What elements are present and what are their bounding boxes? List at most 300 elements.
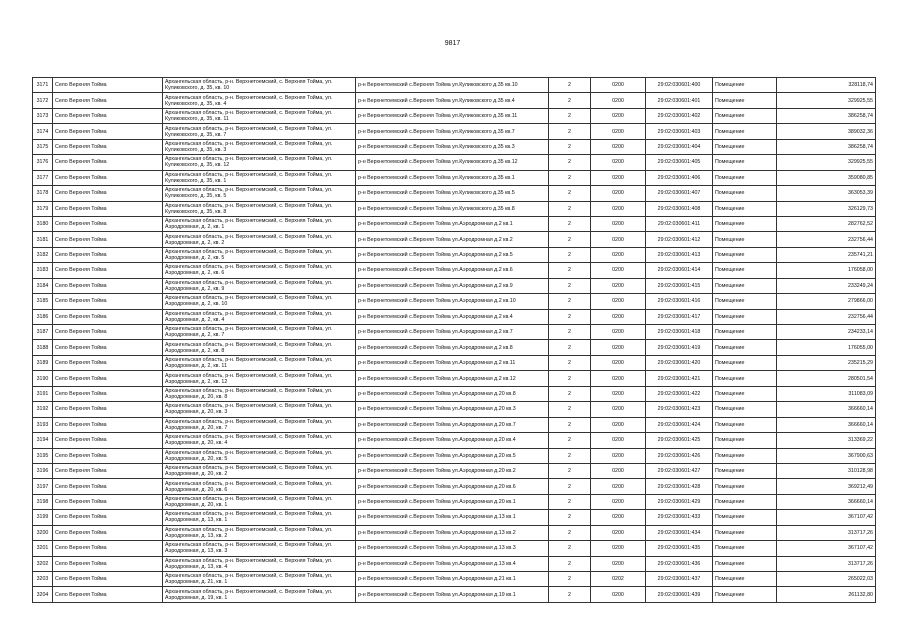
floor-value: 2 xyxy=(549,541,591,556)
short-address: р-н Верхнетоемский с.Верхняя Тойма ул.Аэродромная д.19 кв.1 xyxy=(356,587,549,602)
full-address: Архангельская область, р-н. Верхнетоемский, с. Верхняя Тойма, ул. Аэродромная, д. 2, кв. 4 xyxy=(163,309,356,324)
table-row xyxy=(33,201,876,216)
code-value: 0200 xyxy=(591,93,646,108)
full-address: Архангельская область, р-н. Верхнетоемский, с. Верхняя Тойма, ул. Аэродромная, д. 21, кв. 1 xyxy=(163,572,356,587)
table-row xyxy=(33,170,876,185)
floor-value: 2 xyxy=(549,572,591,587)
code-value: 0200 xyxy=(591,78,646,93)
settlement-name: Село Верхняя Тойма xyxy=(53,541,163,556)
settlement-name: Село Верхняя Тойма xyxy=(53,340,163,355)
floor-value: 2 xyxy=(549,494,591,509)
object-type: Помещение xyxy=(713,216,777,231)
table-row xyxy=(33,124,876,139)
cadastral-value: 235215,29 xyxy=(777,355,876,370)
cadastral-value: 367107,42 xyxy=(777,510,876,525)
settlement-name: Село Верхняя Тойма xyxy=(53,355,163,370)
table-row xyxy=(33,417,876,432)
code-value: 0200 xyxy=(591,325,646,340)
full-address: Архангельская область, р-н. Верхнетоемский, с. Верхняя Тойма, ул. Аэродромная, д. 2, кв. 2 xyxy=(163,232,356,247)
full-address: Архангельская область, р-н. Верхнетоемский, с. Верхняя Тойма, ул. Аэродромная, д. 2, кв. 7 xyxy=(163,325,356,340)
cadastral-number: 29:02:030601:403 xyxy=(646,124,713,139)
cadastral-value: 261132,80 xyxy=(777,587,876,602)
object-type: Помещение xyxy=(713,155,777,170)
page-number: 9817 xyxy=(444,40,461,47)
short-address: р-н Верхнетоемский с.Верхняя Тойма ул.Аэродромная д.13 кв.2 xyxy=(356,525,549,540)
settlement-name: Село Верхняя Тойма xyxy=(53,216,163,231)
cadastral-number: 29:02:030601:424 xyxy=(646,417,713,432)
floor-value: 2 xyxy=(549,278,591,293)
table-row xyxy=(33,355,876,370)
short-address: р-н Верхнетоемский с.Верхняя Тойма ул.Аэродромная д.2 кв.7 xyxy=(356,325,549,340)
table-row xyxy=(33,510,876,525)
floor-value: 2 xyxy=(549,448,591,463)
table-row xyxy=(33,278,876,293)
settlement-name: Село Верхняя Тойма xyxy=(53,463,163,478)
full-address: Архангельская область, р-н. Верхнетоемский, с. Верхняя Тойма, ул. Аэродромная, д. 2, кв. 9 xyxy=(163,278,356,293)
row-number: 3171 xyxy=(33,78,53,93)
short-address: р-н Верхнетоемский с.Верхняя Тойма ул.Аэродромная д.2 кв.12 xyxy=(356,371,549,386)
full-address: Архангельская область, р-н. Верхнетоемский, с. Верхняя Тойма, ул. Аэродромная, д. 20, кв. 4 xyxy=(163,433,356,448)
short-address: р-н Верхнетоемский с.Верхняя Тойма ул.Куликовского д.35 кв.10 xyxy=(356,78,549,93)
settlement-name: Село Верхняя Тойма xyxy=(53,402,163,417)
object-type: Помещение xyxy=(713,587,777,602)
settlement-name: Село Верхняя Тойма xyxy=(53,170,163,185)
short-address: р-н Верхнетоемский с.Верхняя Тойма ул.Аэродромная д.2 кв.6 xyxy=(356,263,549,278)
row-number: 3173 xyxy=(33,108,53,123)
short-address: р-н Верхнетоемский с.Верхняя Тойма ул.Аэродромная д.2 кв.1 xyxy=(356,216,549,231)
cadastral-value: 265022,03 xyxy=(777,572,876,587)
row-number: 3199 xyxy=(33,510,53,525)
code-value: 0200 xyxy=(591,402,646,417)
cadastral-number: 29:02:030601:408 xyxy=(646,201,713,216)
full-address: Архангельская область, р-н. Верхнетоемский, с. Верхняя Тойма, ул. Куликовского, д. 35, кв. 1 xyxy=(163,170,356,185)
full-address: Архангельская область, р-н. Верхнетоемский, с. Верхняя Тойма, ул. Аэродромная, д. 13, кв. 4 xyxy=(163,556,356,571)
full-address: Архангельская область, р-н. Верхнетоемский, с. Верхняя Тойма, ул. Аэродромная, д. 20, кв. 1 xyxy=(163,494,356,509)
code-value: 0200 xyxy=(591,448,646,463)
row-number: 3198 xyxy=(33,494,53,509)
row-number: 3181 xyxy=(33,232,53,247)
cadastral-value: 369212,49 xyxy=(777,479,876,494)
cadastral-value: 232756,44 xyxy=(777,232,876,247)
table-row xyxy=(33,448,876,463)
table-row xyxy=(33,232,876,247)
short-address: р-н Верхнетоемский с.Верхняя Тойма ул.Аэродромная д.2 кв.11 xyxy=(356,355,549,370)
full-address: Архангельская область, р-н. Верхнетоемский, с. Верхняя Тойма, ул. Куликовского, д. 35, кв. 5 xyxy=(163,186,356,201)
floor-value: 2 xyxy=(549,263,591,278)
code-value: 0200 xyxy=(591,355,646,370)
cadastral-number: 29:02:030601:425 xyxy=(646,433,713,448)
table-row xyxy=(33,93,876,108)
cadastral-number: 29:02:030601:412 xyxy=(646,232,713,247)
row-number: 3192 xyxy=(33,402,53,417)
floor-value: 2 xyxy=(549,170,591,185)
table-row xyxy=(33,525,876,540)
row-number: 3196 xyxy=(33,463,53,478)
short-address: р-н Верхнетоемский с.Верхняя Тойма ул.Аэродромная д.20 кв.3 xyxy=(356,402,549,417)
cadastral-number: 29:02:030601:427 xyxy=(646,463,713,478)
short-address: р-н Верхнетоемский с.Верхняя Тойма ул.Аэродромная д.2 кв.2 xyxy=(356,232,549,247)
floor-value: 2 xyxy=(549,417,591,432)
cadastral-number: 29:02:030601:437 xyxy=(646,572,713,587)
cadastral-value: 311083,09 xyxy=(777,386,876,401)
floor-value: 2 xyxy=(549,247,591,262)
settlement-name: Село Верхняя Тойма xyxy=(53,587,163,602)
floor-value: 2 xyxy=(549,463,591,478)
object-type: Помещение xyxy=(713,170,777,185)
floor-value: 2 xyxy=(549,479,591,494)
code-value: 0200 xyxy=(591,463,646,478)
table-row xyxy=(33,402,876,417)
cadastral-value: 359080,85 xyxy=(777,170,876,185)
property-registry-table xyxy=(32,77,876,603)
row-number: 3189 xyxy=(33,355,53,370)
object-type: Помещение xyxy=(713,417,777,432)
settlement-name: Село Верхняя Тойма xyxy=(53,494,163,509)
settlement-name: Село Верхняя Тойма xyxy=(53,124,163,139)
full-address: Архангельская область, р-н. Верхнетоемский, с. Верхняя Тойма, ул. Аэродромная, д. 20, кв. 2 xyxy=(163,463,356,478)
table-row xyxy=(33,433,876,448)
settlement-name: Село Верхняя Тойма xyxy=(53,433,163,448)
settlement-name: Село Верхняя Тойма xyxy=(53,78,163,93)
floor-value: 2 xyxy=(549,556,591,571)
object-type: Помещение xyxy=(713,186,777,201)
code-value: 0200 xyxy=(591,371,646,386)
short-address: р-н Верхнетоемский с.Верхняя Тойма ул.Куликовского д.35 кв.12 xyxy=(356,155,549,170)
settlement-name: Село Верхняя Тойма xyxy=(53,386,163,401)
settlement-name: Село Верхняя Тойма xyxy=(53,572,163,587)
short-address: р-н Верхнетоемский с.Верхняя Тойма ул.Аэродромная д.20 кв.5 xyxy=(356,448,549,463)
short-address: р-н Верхнетоемский с.Верхняя Тойма ул.Аэродромная д.20 кв.1 xyxy=(356,494,549,509)
object-type: Помещение xyxy=(713,247,777,262)
object-type: Помещение xyxy=(713,108,777,123)
table-row xyxy=(33,325,876,340)
code-value: 0200 xyxy=(591,541,646,556)
code-value: 0200 xyxy=(591,186,646,201)
object-type: Помещение xyxy=(713,355,777,370)
cadastral-value: 328118,74 xyxy=(777,78,876,93)
settlement-name: Село Верхняя Тойма xyxy=(53,232,163,247)
cadastral-value: 366660,14 xyxy=(777,417,876,432)
full-address: Архангельская область, р-н. Верхнетоемский, с. Верхняя Тойма, ул. Куликовского, д. 35, кв. 3 xyxy=(163,139,356,154)
row-number: 3193 xyxy=(33,417,53,432)
full-address: Архангельская область, р-н. Верхнетоемский, с. Верхняя Тойма, ул. Аэродромная, д. 20, кв. 3 xyxy=(163,402,356,417)
code-value: 0200 xyxy=(591,139,646,154)
cadastral-value: 386258,74 xyxy=(777,139,876,154)
row-number: 3187 xyxy=(33,325,53,340)
cadastral-number: 29:02:030601:435 xyxy=(646,541,713,556)
full-address: Архангельская область, р-н. Верхнетоемский, с. Верхняя Тойма, ул. Аэродромная, д. 20, кв. 8 xyxy=(163,386,356,401)
short-address: р-н Верхнетоемский с.Верхняя Тойма ул.Аэродромная д.21 кв.1 xyxy=(356,572,549,587)
settlement-name: Село Верхняя Тойма xyxy=(53,510,163,525)
row-number: 3179 xyxy=(33,201,53,216)
table-row xyxy=(33,386,876,401)
table-row xyxy=(33,371,876,386)
full-address: Архангельская область, р-н. Верхнетоемский, с. Верхняя Тойма, ул. Аэродромная, д. 20, кв. 7 xyxy=(163,417,356,432)
table-row xyxy=(33,155,876,170)
object-type: Помещение xyxy=(713,93,777,108)
row-number: 3188 xyxy=(33,340,53,355)
cadastral-number: 29:02:030601:428 xyxy=(646,479,713,494)
object-type: Помещение xyxy=(713,386,777,401)
row-number: 3178 xyxy=(33,186,53,201)
cadastral-number: 29:02:030601:404 xyxy=(646,139,713,154)
cadastral-value: 329925,55 xyxy=(777,155,876,170)
cadastral-number: 29:02:030601:434 xyxy=(646,525,713,540)
table-row xyxy=(33,494,876,509)
cadastral-number: 29:02:030601:414 xyxy=(646,263,713,278)
object-type: Помещение xyxy=(713,232,777,247)
code-value: 0200 xyxy=(591,309,646,324)
row-number: 3180 xyxy=(33,216,53,231)
row-number: 3186 xyxy=(33,309,53,324)
row-number: 3183 xyxy=(33,263,53,278)
object-type: Помещение xyxy=(713,124,777,139)
cadastral-value: 367900,63 xyxy=(777,448,876,463)
cadastral-number: 29:02:030601:413 xyxy=(646,247,713,262)
code-value: 0200 xyxy=(591,216,646,231)
short-address: р-н Верхнетоемский с.Верхняя Тойма ул.Куликовского д.35 кв.8 xyxy=(356,201,549,216)
cadastral-value: 279866,00 xyxy=(777,294,876,309)
cadastral-number: 29:02:030601:405 xyxy=(646,155,713,170)
full-address: Архангельская область, р-н. Верхнетоемский, с. Верхняя Тойма, ул. Аэродромная, д. 13, кв. 1 xyxy=(163,510,356,525)
code-value: 0200 xyxy=(591,386,646,401)
floor-value: 2 xyxy=(549,386,591,401)
full-address: Архангельская область, р-н. Верхнетоемский, с. Верхняя Тойма, ул. Аэродромная, д. 2, кв. 10 xyxy=(163,294,356,309)
floor-value: 2 xyxy=(549,201,591,216)
object-type: Помещение xyxy=(713,494,777,509)
row-number: 3175 xyxy=(33,139,53,154)
table-row xyxy=(33,108,876,123)
code-value: 0200 xyxy=(591,170,646,185)
cadastral-number: 29:02:030601:429 xyxy=(646,494,713,509)
floor-value: 2 xyxy=(549,340,591,355)
floor-value: 2 xyxy=(549,371,591,386)
object-type: Помещение xyxy=(713,510,777,525)
table-row xyxy=(33,340,876,355)
floor-value: 2 xyxy=(549,155,591,170)
object-type: Помещение xyxy=(713,433,777,448)
full-address: Архангельская область, р-н. Верхнетоемский, с. Верхняя Тойма, ул. Аэродромная, д. 2, кв. 8 xyxy=(163,340,356,355)
short-address: р-н Верхнетоемский с.Верхняя Тойма ул.Куликовского д.35 кв.11 xyxy=(356,108,549,123)
table-row xyxy=(33,587,876,602)
cadastral-value: 235741,21 xyxy=(777,247,876,262)
full-address: Архангельская область, р-н. Верхнетоемский, с. Верхняя Тойма, ул. Аэродромная, д. 2, кв. 6 xyxy=(163,263,356,278)
cadastral-value: 366660,14 xyxy=(777,494,876,509)
cadastral-value: 363053,39 xyxy=(777,186,876,201)
full-address: Архангельская область, р-н. Верхнетоемский, с. Верхняя Тойма, ул. Куликовского, д. 35, кв. 7 xyxy=(163,124,356,139)
settlement-name: Село Верхняя Тойма xyxy=(53,556,163,571)
cadastral-value: 232756,44 xyxy=(777,309,876,324)
short-address: р-н Верхнетоемский с.Верхняя Тойма ул.Аэродромная д.20 кв.7 xyxy=(356,417,549,432)
full-address: Архангельская область, р-н. Верхнетоемский, с. Верхняя Тойма, ул. Аэродромная, д. 20, кв. 5 xyxy=(163,448,356,463)
table-row xyxy=(33,247,876,262)
code-value: 0200 xyxy=(591,479,646,494)
cadastral-value: 176058,00 xyxy=(777,263,876,278)
code-value: 0200 xyxy=(591,525,646,540)
settlement-name: Село Верхняя Тойма xyxy=(53,479,163,494)
cadastral-value: 366660,14 xyxy=(777,402,876,417)
settlement-name: Село Верхняя Тойма xyxy=(53,155,163,170)
cadastral-number: 29:02:030601:415 xyxy=(646,278,713,293)
code-value: 0200 xyxy=(591,155,646,170)
floor-value: 2 xyxy=(549,355,591,370)
row-number: 3197 xyxy=(33,479,53,494)
code-value: 0200 xyxy=(591,556,646,571)
floor-value: 2 xyxy=(549,108,591,123)
table-row xyxy=(33,572,876,587)
floor-value: 2 xyxy=(549,510,591,525)
cadastral-number: 29:02:030601:416 xyxy=(646,294,713,309)
cadastral-value: 176055,00 xyxy=(777,340,876,355)
cadastral-value: 389032,36 xyxy=(777,124,876,139)
object-type: Помещение xyxy=(713,572,777,587)
full-address: Архангельская область, р-н. Верхнетоемский, с. Верхняя Тойма, ул. Аэродромная, д. 2, кв. 5 xyxy=(163,247,356,262)
table-row xyxy=(33,139,876,154)
full-address: Архангельская область, р-н. Верхнетоемский, с. Верхняя Тойма, ул. Аэродромная, д. 19, кв. 1 xyxy=(163,587,356,602)
row-number: 3204 xyxy=(33,587,53,602)
registry-body xyxy=(33,78,876,603)
full-address: Архангельская область, р-н. Верхнетоемский, с. Верхняя Тойма, ул. Аэродромная, д. 2, кв. 12 xyxy=(163,371,356,386)
cadastral-number: 29:02:030601:406 xyxy=(646,170,713,185)
settlement-name: Село Верхняя Тойма xyxy=(53,108,163,123)
settlement-name: Село Верхняя Тойма xyxy=(53,448,163,463)
cadastral-value: 313717,26 xyxy=(777,556,876,571)
settlement-name: Село Верхняя Тойма xyxy=(53,525,163,540)
object-type: Помещение xyxy=(713,463,777,478)
short-address: р-н Верхнетоемский с.Верхняя Тойма ул.Куликовского д.35 кв.3 xyxy=(356,139,549,154)
object-type: Помещение xyxy=(713,541,777,556)
short-address: р-н Верхнетоемский с.Верхняя Тойма ул.Куликовского д.35 кв.1 xyxy=(356,170,549,185)
short-address: р-н Верхнетоемский с.Верхняя Тойма ул.Аэродромная д.13 кв.1 xyxy=(356,510,549,525)
full-address: Архангельская область, р-н. Верхнетоемский, с. Верхняя Тойма, ул. Аэродромная, д. 13, кв. 2 xyxy=(163,525,356,540)
code-value: 0200 xyxy=(591,587,646,602)
cadastral-value: 233249,24 xyxy=(777,278,876,293)
full-address: Архангельская область, р-н. Верхнетоемский, с. Верхняя Тойма, ул. Аэродромная, д. 20, кв. 6 xyxy=(163,479,356,494)
code-value: 0200 xyxy=(591,247,646,262)
row-number: 3182 xyxy=(33,247,53,262)
cadastral-number: 29:02:030601:420 xyxy=(646,355,713,370)
table-row xyxy=(33,216,876,231)
row-number: 3174 xyxy=(33,124,53,139)
cadastral-number: 29:02:030601:426 xyxy=(646,448,713,463)
code-value: 0200 xyxy=(591,417,646,432)
short-address: р-н Верхнетоемский с.Верхняя Тойма ул.Аэродромная д.13 кв.3 xyxy=(356,541,549,556)
code-value: 0200 xyxy=(591,263,646,278)
object-type: Помещение xyxy=(713,402,777,417)
row-number: 3172 xyxy=(33,93,53,108)
settlement-name: Село Верхняя Тойма xyxy=(53,294,163,309)
settlement-name: Село Верхняя Тойма xyxy=(53,93,163,108)
full-address: Архангельская область, р-н. Верхнетоемский, с. Верхняя Тойма, ул. Куликовского, д. 35, кв. 4 xyxy=(163,93,356,108)
floor-value: 2 xyxy=(549,525,591,540)
floor-value: 2 xyxy=(549,309,591,324)
cadastral-value: 310128,98 xyxy=(777,463,876,478)
table-row xyxy=(33,556,876,571)
cadastral-number: 29:02:030601:423 xyxy=(646,402,713,417)
cadastral-number: 29:02:030601:439 xyxy=(646,587,713,602)
short-address: р-н Верхнетоемский с.Верхняя Тойма ул.Аэродромная д.20 кв.4 xyxy=(356,433,549,448)
code-value: 0200 xyxy=(591,201,646,216)
row-number: 3200 xyxy=(33,525,53,540)
row-number: 3184 xyxy=(33,278,53,293)
row-number: 3195 xyxy=(33,448,53,463)
table-row xyxy=(33,78,876,93)
row-number: 3191 xyxy=(33,386,53,401)
object-type: Помещение xyxy=(713,139,777,154)
short-address: р-н Верхнетоемский с.Верхняя Тойма ул.Аэродромная д.2 кв.10 xyxy=(356,294,549,309)
code-value: 0200 xyxy=(591,278,646,293)
cadastral-number: 29:02:030601:418 xyxy=(646,325,713,340)
short-address: р-н Верхнетоемский с.Верхняя Тойма ул.Аэродромная д.13 кв.4 xyxy=(356,556,549,571)
object-type: Помещение xyxy=(713,263,777,278)
settlement-name: Село Верхняя Тойма xyxy=(53,201,163,216)
code-value: 0200 xyxy=(591,124,646,139)
cadastral-number: 29:02:030601:407 xyxy=(646,186,713,201)
row-number: 3185 xyxy=(33,294,53,309)
cadastral-number: 29:02:030601:422 xyxy=(646,386,713,401)
full-address: Архангельская область, р-н. Верхнетоемский, с. Верхняя Тойма, ул. Куликовского, д. 35, кв. 10 xyxy=(163,78,356,93)
object-type: Помещение xyxy=(713,78,777,93)
object-type: Помещение xyxy=(713,371,777,386)
floor-value: 2 xyxy=(549,93,591,108)
code-value: 0200 xyxy=(591,494,646,509)
short-address: р-н Верхнетоемский с.Верхняя Тойма ул.Аэродромная д.20 кв.6 xyxy=(356,479,549,494)
floor-value: 2 xyxy=(549,294,591,309)
object-type: Помещение xyxy=(713,278,777,293)
object-type: Помещение xyxy=(713,201,777,216)
object-type: Помещение xyxy=(713,556,777,571)
cadastral-value: 329925,55 xyxy=(777,93,876,108)
full-address: Архангельская область, р-н. Верхнетоемский, с. Верхняя Тойма, ул. Аэродромная, д. 2, кв. 1 xyxy=(163,216,356,231)
settlement-name: Село Верхняя Тойма xyxy=(53,139,163,154)
floor-value: 2 xyxy=(549,325,591,340)
row-number: 3177 xyxy=(33,170,53,185)
table-row xyxy=(33,463,876,478)
full-address: Архангельская область, р-н. Верхнетоемский, с. Верхняя Тойма, ул. Куликовского, д. 35, кв. 8 xyxy=(163,201,356,216)
cadastral-value: 313717,26 xyxy=(777,525,876,540)
full-address: Архангельская область, р-н. Верхнетоемский, с. Верхняя Тойма, ул. Аэродромная, д. 2, кв. 11 xyxy=(163,355,356,370)
short-address: р-н Верхнетоемский с.Верхняя Тойма ул.Аэродромная д.2 кв.5 xyxy=(356,247,549,262)
table-row xyxy=(33,309,876,324)
settlement-name: Село Верхняя Тойма xyxy=(53,247,163,262)
code-value: 0202 xyxy=(591,572,646,587)
settlement-name: Село Верхняя Тойма xyxy=(53,309,163,324)
full-address: Архангельская область, р-н. Верхнетоемский, с. Верхняя Тойма, ул. Аэродромная, д. 13, кв. 3 xyxy=(163,541,356,556)
floor-value: 2 xyxy=(549,433,591,448)
object-type: Помещение xyxy=(713,340,777,355)
full-address: Архангельская область, р-н. Верхнетоемский, с. Верхняя Тойма, ул. Куликовского, д. 35, кв. 12 xyxy=(163,155,356,170)
code-value: 0200 xyxy=(591,232,646,247)
cadastral-number: 29:02:030601:402 xyxy=(646,108,713,123)
settlement-name: Село Верхняя Тойма xyxy=(53,278,163,293)
table-row xyxy=(33,541,876,556)
table-row xyxy=(33,294,876,309)
settlement-name: Село Верхняя Тойма xyxy=(53,263,163,278)
cadastral-value: 280501,54 xyxy=(777,371,876,386)
floor-value: 2 xyxy=(549,124,591,139)
table-row xyxy=(33,263,876,278)
object-type: Помещение xyxy=(713,294,777,309)
full-address: Архангельская область, р-н. Верхнетоемский, с. Верхняя Тойма, ул. Куликовского, д. 35, кв. 11 xyxy=(163,108,356,123)
cadastral-number: 29:02:030601:401 xyxy=(646,93,713,108)
code-value: 0200 xyxy=(591,108,646,123)
cadastral-value: 367107,42 xyxy=(777,541,876,556)
settlement-name: Село Верхняя Тойма xyxy=(53,417,163,432)
cadastral-number: 29:02:030601:411 xyxy=(646,216,713,231)
settlement-name: Село Верхняя Тойма xyxy=(53,186,163,201)
code-value: 0200 xyxy=(591,294,646,309)
short-address: р-н Верхнетоемский с.Верхняя Тойма ул.Аэродромная д.20 кв.2 xyxy=(356,463,549,478)
